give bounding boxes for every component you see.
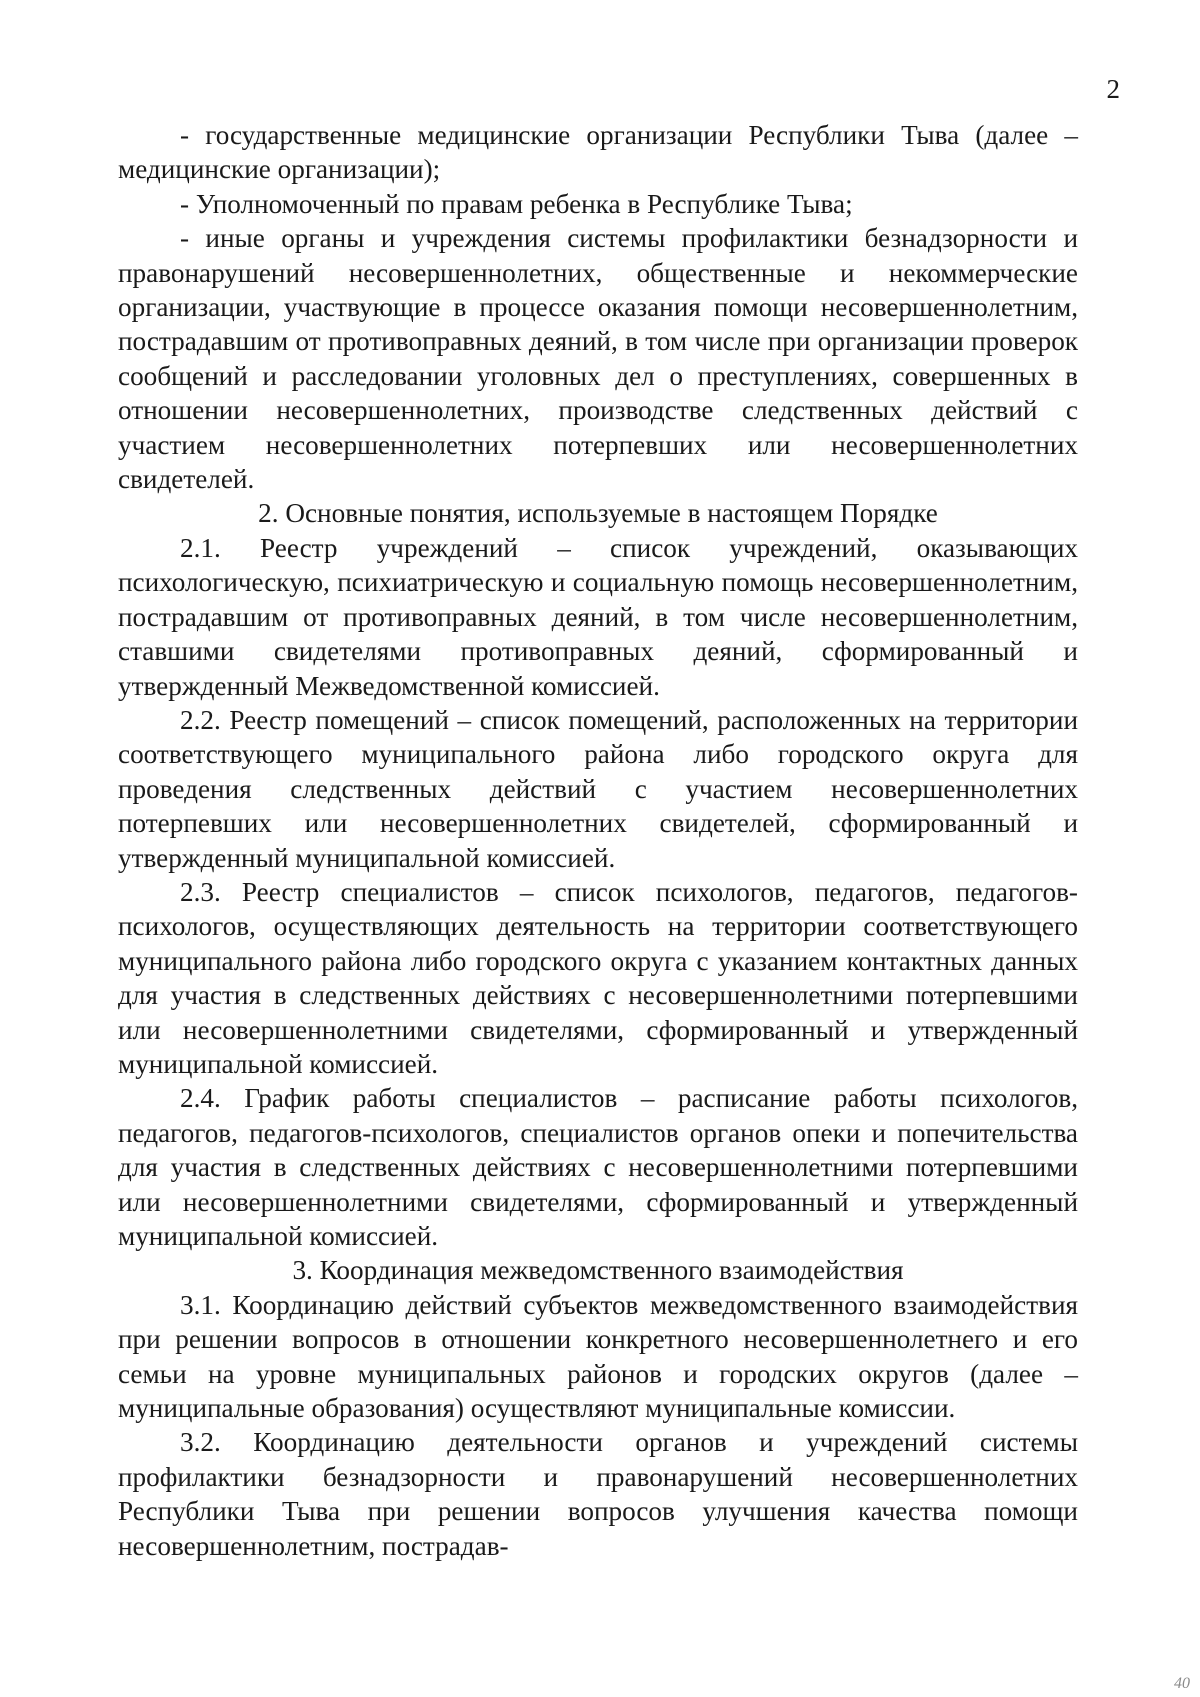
document-body — [118, 118, 1078, 1563]
paragraph-3-2: 3.2. Координацию деятельности органов и учреждений системы профилактики безнадзорности и правонарушений несовершеннолетних Республики Тыва при решении вопросов улучшения качества помощи несовершеннолетним, пострадав- — [118, 1427, 1078, 1561]
section-3-heading: 3. Координация межведомственного взаимодействия — [292, 1255, 904, 1286]
paragraph-2-1: 2.1. Реестр учреждений – список учреждений, оказывающих психологическую, психиатрическую и социальную помощь несовершеннолетним, пострадавшим от противоправных деяний, в том числе несовершеннолетним, ставшими свидетелями противоправных деяний, сформированный и утвержденный Межведомственной комиссией. — [118, 532, 1078, 701]
intro-item-ombudsman: - Уполномоченный по правам ребенка в Республике Тыва; — [180, 188, 853, 219]
page-number: 2 — [1106, 74, 1120, 104]
corner-mark: 40 — [1174, 1675, 1190, 1692]
paragraph-2-2: 2.2. Реестр помещений – список помещений, расположенных на территории соответствующего муниципального района либо городского округа для проведения следственных действий с участием несовершеннолетних потерпевших или несовершеннолетних свидетелей, сформированный и утвержденный муниципальной комиссией. — [118, 704, 1078, 873]
paragraph-2-4: 2.4. График работы специалистов – расписание работы психологов, педагогов, педагогов-психологов, специалистов органов опеки и попечительства для участия в следственных действиях с несовершеннолетними потерпевшими или несовершеннолетними свидетелями, сформированный и утвержденный муниципальной комиссией. — [118, 1083, 1078, 1251]
intro-item-other-bodies: - иные органы и учреждения системы профилактики безнадзорности и правонарушений несовершеннолетних, общественные и некоммерческие организации, участвующие в процессе оказания помощи несовершеннолетним, пострадавшим от противоправных деяний, в том числе при организации проверок сообщений и расследовании уголовных дел о преступлениях, совершенных в отношении несовершеннолетних, производстве следственных действий с участием несовершеннолетних потерпевших или несовершеннолетних свидетелей. — [118, 223, 1078, 495]
paragraph-3-1: 3.1. Координацию действий субъектов межведомственного взаимодействия при решении вопросов в отношении конкретного несовершеннолетнего и его семьи на уровне муниципальных районов и городских округов (далее – муниципальные образования) осуществляют муниципальные комиссии. — [118, 1289, 1078, 1424]
section-2-heading: 2. Основные понятия, используемые в настоящем Порядке — [258, 498, 938, 529]
paragraph-2-3: 2.3. Реестр специалистов – список психологов, педагогов, педагогов-психологов, осуществляющих деятельность на территории соответствующего муниципального района либо городского округа с указанием контактных данных для участия в следственных действиях с несовершеннолетними потерпевшими или несовершеннолетними свидетелями, сформированный и утвержденный муниципальной комиссией. — [118, 876, 1078, 1079]
intro-item-medical-orgs: - государственные медицинские организации Республики Тыва (далее – медицинские организации); — [118, 120, 1078, 185]
